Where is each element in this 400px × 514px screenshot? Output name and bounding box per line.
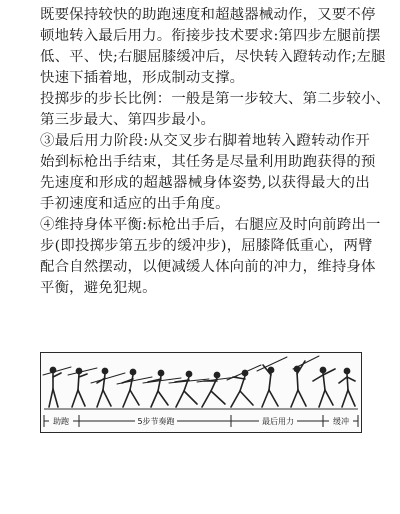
athlete-figure [143,370,181,407]
text-line: ③最后用力阶段:从交叉步右脚着地转入蹬转动作开 [40,133,370,149]
athlete-figure [339,368,355,407]
text-line: 顿地转入最后用力。衔接步技术要求:第四步左腿前摆 [40,28,381,44]
text-line: 先速度和形成的超越器械身体姿势,以获得最大的出 [40,175,370,191]
athlete-figure [313,367,335,407]
athlete-figure [197,372,237,407]
athlete-figure [91,368,125,407]
text-line: 手初速度和适应的出手角度。 [40,196,230,212]
text-line: 低、平、快;右腿屈膝缓冲后，尽快转入蹬转动作;左腿 [40,49,386,65]
text-line: 步(即投掷步第五步的缓冲步)，屈膝降低重心，两臂 [40,238,373,254]
athlete-figures [43,356,355,407]
phase-label-run-up: 助跑 [53,417,69,426]
text-line: 第三步最大、第四步最小。 [40,112,216,128]
phase-label-buffer: 缓冲 [333,417,349,426]
athlete-figure [117,369,152,407]
athlete-figure [68,368,97,407]
text-line: 既要保持较快的助跑速度和超越器械动作，又要不停 [40,7,376,23]
athlete-figure [257,357,287,407]
athlete-figure [43,367,71,407]
text-line: ④维持身体平衡:标枪出手后，右腿应及时向前跨出一 [40,217,381,233]
text-line: 始到标枪出手结束，其任务是尽量利用助跑获得的预 [40,154,376,170]
athlete-figure [291,356,319,407]
text-line: 配合自然摆动，以便减缓人体向前的冲力，维持身体 [40,259,376,275]
text-line: 平衡，避免犯规。 [40,280,157,296]
phase-label-final-effort: 最后用力 [262,417,294,426]
javelin-sequence-figure [40,352,362,433]
text-line: 投掷步的步长比例：一般是第一步较大、第二步较小、 [40,91,391,107]
text-line: 快速下插着地，形成制动支撑。 [40,70,245,86]
phase-label-five-step-rhythm: 5步节奏跑 [137,417,175,426]
athlete-figure [227,365,261,407]
athlete-figure [169,371,209,407]
javelin-sequence-illustration [41,353,361,432]
